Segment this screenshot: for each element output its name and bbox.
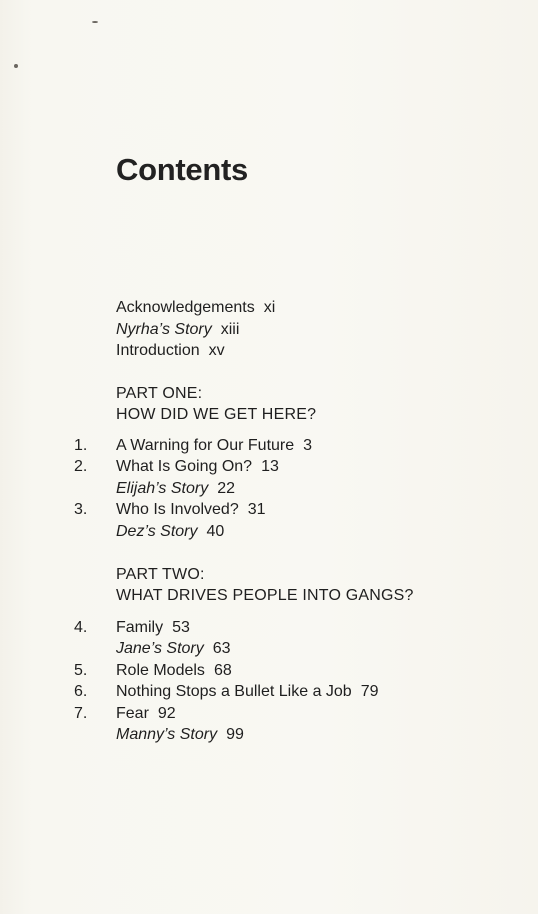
part-two-heading: PART TWO: xyxy=(116,566,205,583)
toc-entry-page: 22 xyxy=(217,480,235,497)
toc-entry-page: 53 xyxy=(172,619,190,636)
chapter-number: 7. xyxy=(74,705,88,722)
toc-entry-label: Introduction xyxy=(116,342,200,359)
toc-entry-label: Who Is Involved? xyxy=(116,501,239,518)
toc-entry-page: xi xyxy=(263,299,276,316)
page-title: Contents xyxy=(116,152,248,187)
toc-entry-page: 40 xyxy=(206,523,225,540)
chapter-number: 4. xyxy=(74,619,88,636)
toc-entry-chapter-1 xyxy=(116,436,312,456)
toc-entry-label: Acknowledgements xyxy=(116,299,255,316)
chapter-number: 6. xyxy=(74,683,88,700)
toc-entry-label: Nothing Stops a Bullet Like a Job xyxy=(116,683,352,700)
toc-entry-label: Nyrha’s Story xyxy=(116,321,212,338)
toc-entry-page: 99 xyxy=(226,726,244,743)
toc-entry-label: Jane’s Story xyxy=(116,640,204,657)
toc-entry-janes-story xyxy=(116,639,231,659)
chapter-number: 1. xyxy=(74,437,88,454)
toc-entry-chapter-7 xyxy=(116,704,176,724)
toc-entry-label: Dez’s Story xyxy=(116,523,198,540)
toc-entry-page: 68 xyxy=(213,662,232,679)
toc-entry-page: 63 xyxy=(212,640,231,657)
toc-entry-page: 92 xyxy=(157,705,176,722)
toc-entry-label: What Is Going On? xyxy=(116,458,253,475)
toc-entry-chapter-2 xyxy=(116,457,279,477)
toc-entry-introduction xyxy=(116,341,225,361)
toc-entry-page: xiii xyxy=(220,321,240,338)
dust-speck xyxy=(92,21,98,23)
dust-speck xyxy=(14,64,18,68)
part-two-subheading: WHAT DRIVES PEOPLE INTO GANGS? xyxy=(116,587,414,604)
toc-entry-page: 13 xyxy=(261,458,279,475)
toc-entry-page: xv xyxy=(208,342,225,359)
toc-entry-chapter-3 xyxy=(116,500,266,520)
toc-entry-page: 79 xyxy=(360,683,379,700)
toc-entry-label: A Warning for Our Future xyxy=(116,437,295,454)
part-one-heading: PART ONE: xyxy=(116,385,203,402)
chapter-number: 3. xyxy=(74,501,88,518)
toc-entry-dezs-story xyxy=(116,522,224,542)
toc-entry-chapter-5 xyxy=(116,661,232,681)
chapter-number: 5. xyxy=(74,662,88,679)
part-one-subheading: HOW DID WE GET HERE? xyxy=(116,406,317,423)
toc-entry-label: Elijah’s Story xyxy=(116,480,209,497)
toc-entry-chapter-6 xyxy=(116,682,379,702)
toc-entry-acknowledgements xyxy=(116,298,275,318)
toc-entry-elijahs-story xyxy=(116,479,235,499)
toc-entry-mannys-story xyxy=(116,725,244,745)
toc-entry-page: 31 xyxy=(247,501,266,518)
toc-entry-label: Fear xyxy=(116,705,149,722)
toc-entry-page: 3 xyxy=(303,437,313,454)
toc-entry-label: Role Models xyxy=(116,662,205,679)
chapter-number: 2. xyxy=(74,458,88,475)
toc-entry-chapter-4 xyxy=(116,618,190,638)
toc-entry-label: Manny’s Story xyxy=(116,726,218,743)
toc-entry-nyrhas-story xyxy=(116,320,239,340)
toc-entry-label: Family xyxy=(116,619,164,636)
